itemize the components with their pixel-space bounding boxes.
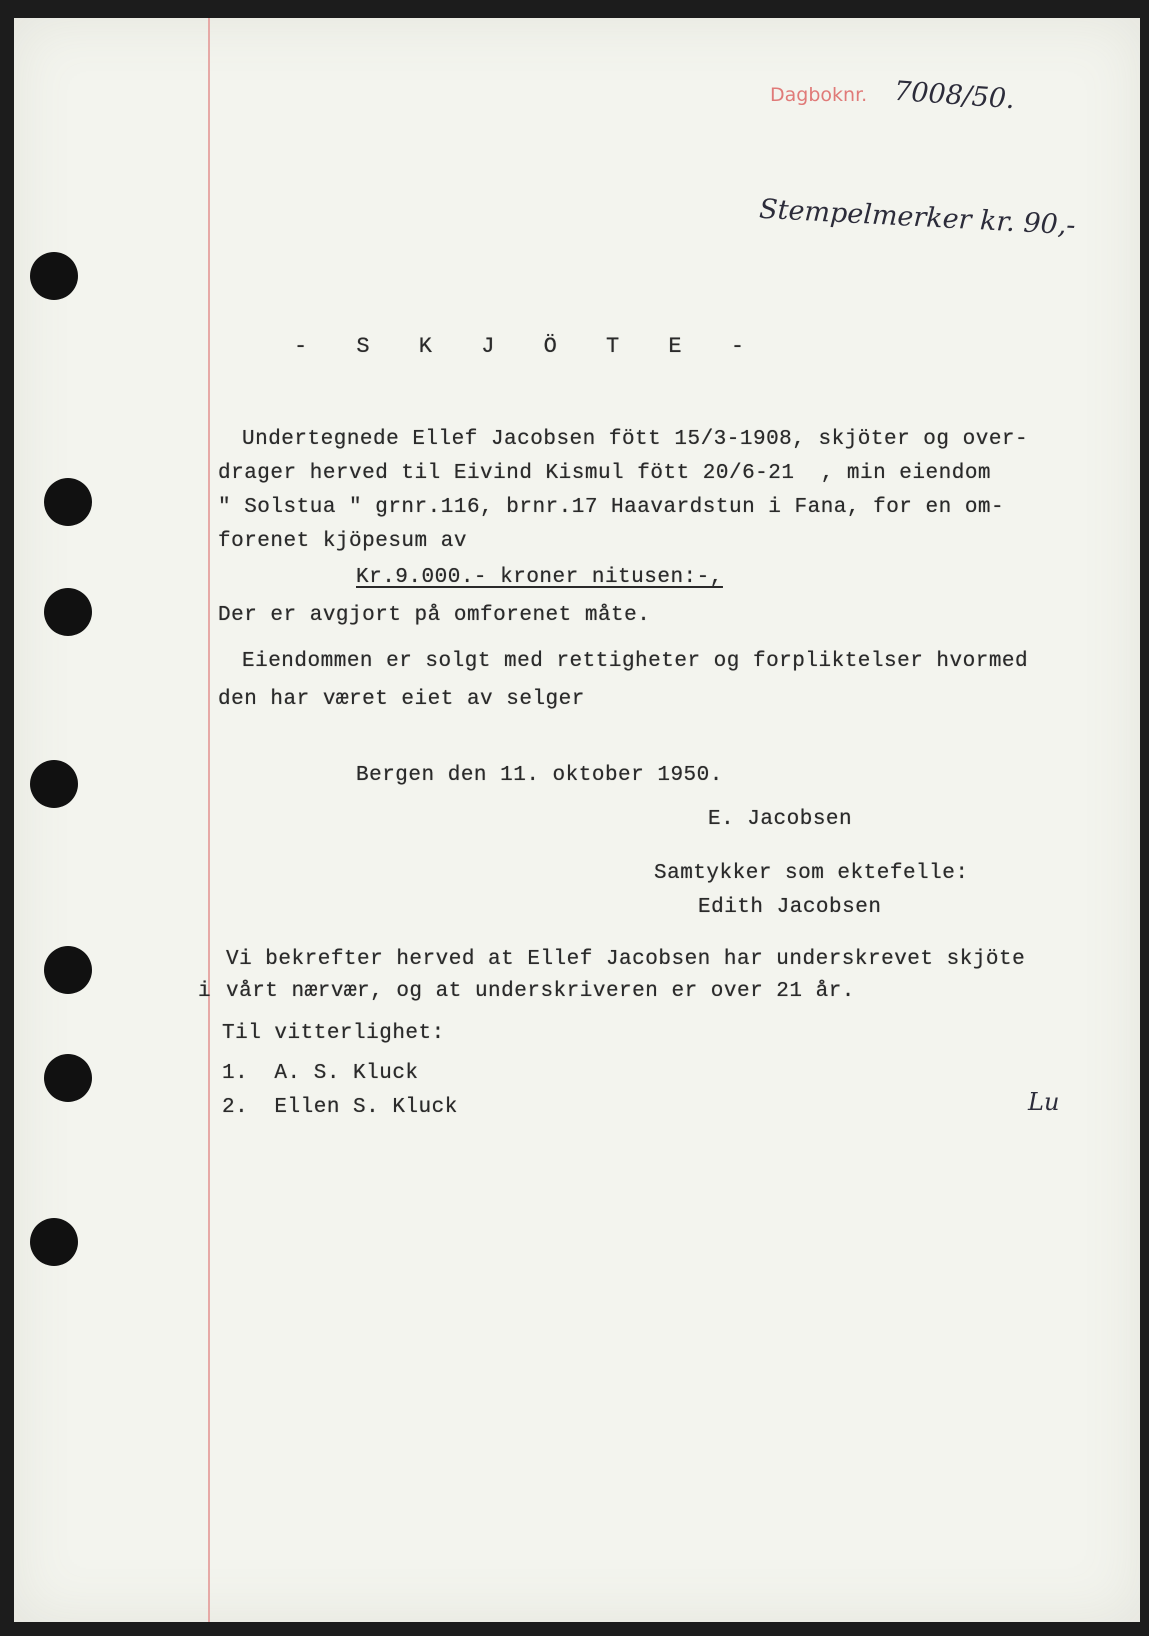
witness-1: 1. A. S. Kluck — [222, 1062, 419, 1085]
diary-stamp-label: Dagboknr. — [770, 84, 868, 106]
punch-hole — [44, 946, 92, 994]
paragraph2: Der er avgjort på omforenet måte. — [218, 604, 651, 627]
witness-heading: Til vitterlighet: — [222, 1022, 445, 1045]
witness-2: 2. Ellen S. Kluck — [222, 1096, 458, 1119]
punch-hole — [30, 1218, 78, 1266]
punch-hole — [30, 252, 78, 300]
initials-mark: Lu — [1028, 1088, 1060, 1116]
punch-hole — [44, 588, 92, 636]
punch-hole — [30, 760, 78, 808]
paragraph1-line: forenet kjöpesum av — [218, 530, 467, 553]
purchase-amount: Kr.9.000.- kroner nitusen:-, — [356, 566, 723, 589]
punch-hole — [44, 1054, 92, 1102]
place-date: Bergen den 11. oktober 1950. — [356, 764, 723, 787]
witness-statement-line: Vi bekrefter herved at Ellef Jacobsen har underskrevet skjöte — [226, 948, 1026, 971]
diary-number: 7008/50. — [893, 75, 1016, 116]
paragraph1-line: " Solstua " grnr.116, brnr.17 Haavardstun i Fana, for en om- — [218, 496, 1005, 519]
paragraph1-line: Undertegnede Ellef Jacobsen fött 15/3-1908, skjöter og over- — [242, 428, 1029, 451]
paragraph3-line: den har været eiet av selger — [218, 688, 585, 711]
witness-margin-mark: i — [198, 980, 212, 1003]
seller-signature: E. Jacobsen — [708, 808, 853, 831]
witness-statement-line: vårt nærvær, og at underskriveren er over 21 år. — [226, 980, 855, 1003]
punch-hole — [44, 478, 92, 526]
consent-label: Samtykker som ektefelle: — [654, 862, 969, 885]
stamp-duty-note: Stempelmerker kr. 90,- — [758, 193, 1077, 242]
paragraph1-line: drager herved til Eivind Kismul fött 20/6-21 , min eiendom — [218, 462, 992, 485]
margin-line — [208, 18, 210, 1622]
paragraph3-line: Eiendommen er solgt med rettigheter og forpliktelser hvormed — [242, 650, 1029, 673]
document-page — [14, 18, 1140, 1622]
spouse-signature: Edith Jacobsen — [698, 896, 882, 919]
document-title: - S K J Ö T E - — [294, 334, 763, 359]
